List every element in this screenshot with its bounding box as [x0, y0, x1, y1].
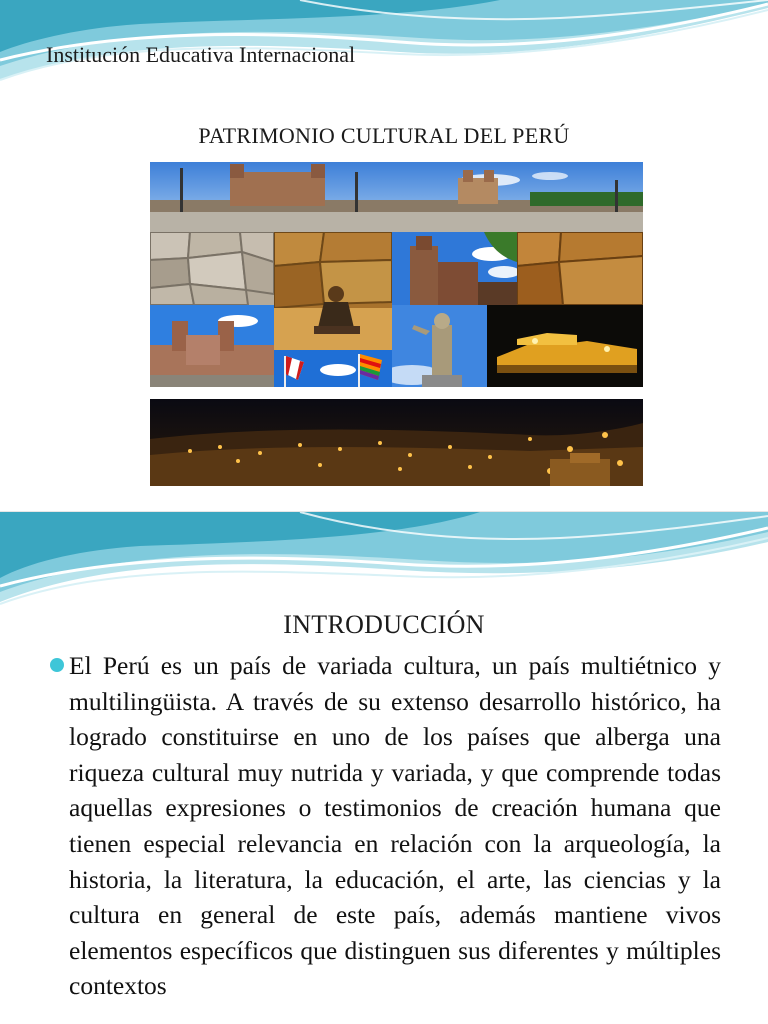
bullet-dot	[50, 658, 64, 672]
photo-colonial-church-tower	[392, 232, 517, 305]
photo-cathedral	[150, 305, 274, 387]
institution-name: Institución Educativa Internacional	[46, 42, 356, 67]
photo-inca-statue-fountain	[392, 305, 487, 387]
introduction-title: INTRODUCCIÓN	[283, 610, 485, 639]
slide-title: PATRIMONIO CULTURAL DEL PERÚ	[198, 123, 570, 148]
photo-person-at-stone-wall	[274, 232, 392, 350]
photo-peru-and-cusco-flags	[274, 350, 392, 387]
photo-plaza-de-armas	[150, 162, 643, 232]
photo-inca-stone-wall	[150, 232, 274, 305]
introduction-paragraph: El Perú es un país de variada cultura, un país multiétnico y multilingüista. A través de su extenso desarrollo histórico, ha logrado constituirse en uno de los países que alberga una riqueza cultural muy nutrida y variada, y que comprende todas aquellas expresiones o testimonios de creación humana que tienen especial relevancia en relación con la arqueología, la historia, la literatura, la educación, el arte, las ciencias y la cultura en general de este país, además mantiene vivos elementos específicos que distinguen sus diferentes y múltiples contextos	[69, 651, 721, 1001]
photo-city-panorama-night	[150, 399, 643, 486]
photo-collage	[150, 162, 643, 486]
photo-illuminated-fortress-night	[487, 305, 643, 387]
photo-stone-wall-closeup	[517, 232, 643, 305]
